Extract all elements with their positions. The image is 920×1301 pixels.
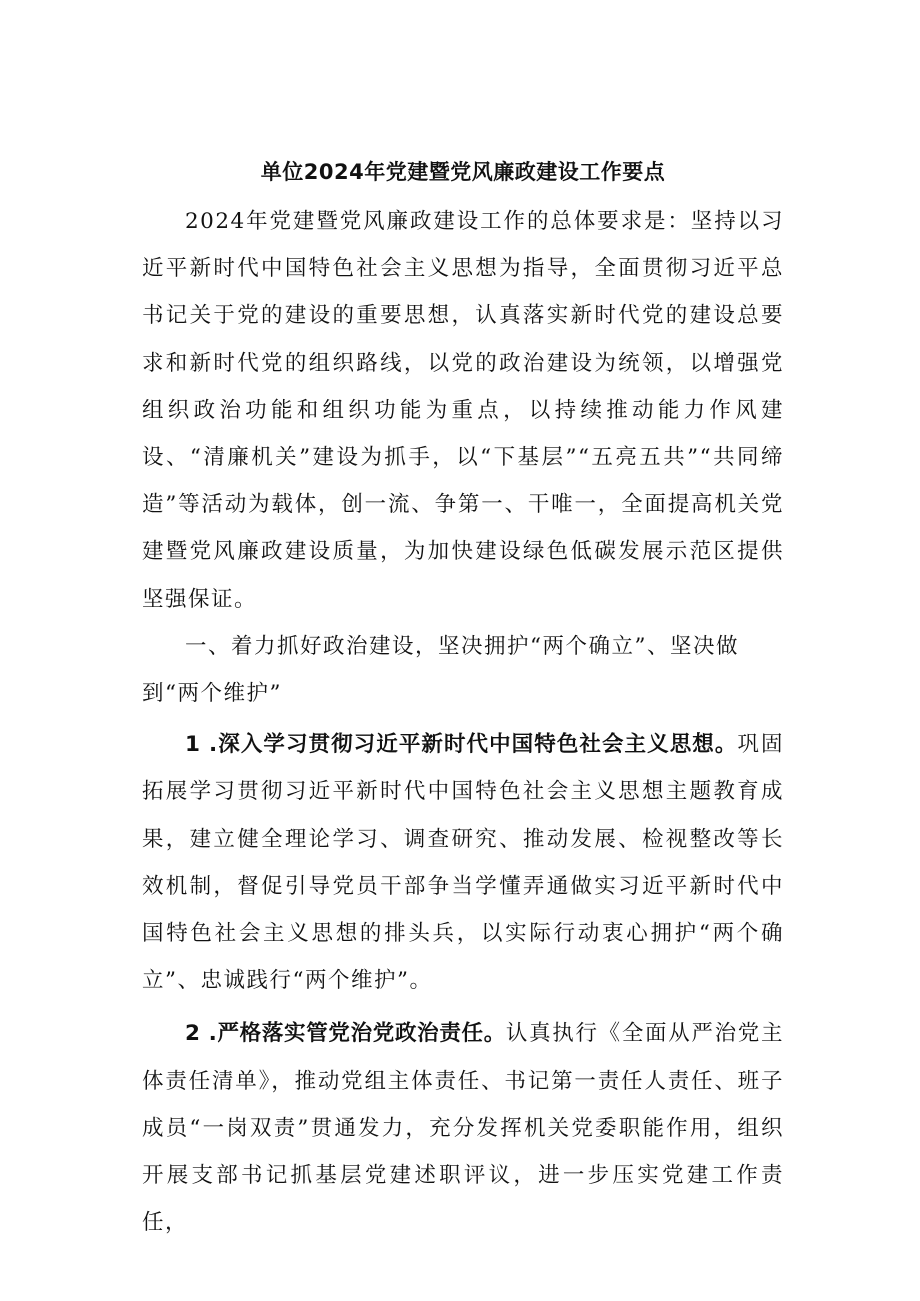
item-2-text: 认真执行《全面从严治党主体责任清单》，推动党组主体责任、书记第一责任人责任、班子成员“一岗双责”贯通发力，充分发挥机关党委职能作用，组织开展支部书记抓基层党建述职评议，进一步压实党建工作责任，	[142, 1021, 784, 1236]
item-2-paragraph	[142, 1010, 784, 1246]
document-page	[142, 152, 784, 1246]
item-1-paragraph	[142, 721, 784, 1004]
document-title: 单位2024年党建暨党风廉政建设工作要点	[260, 160, 666, 184]
item-1-lead: 1 .深入学习贯彻习近平新时代中国特色社会主义思想。	[185, 732, 738, 758]
intro-paragraph: 2024年党建暨党风廉政建设工作的总体要求是：坚持以习近平新时代中国特色社会主义思想为指导，全面贯彻习近平总书记关于党的建设的重要思想，认真落实新时代党的建设总要求和新时代党的组织路线，以党的政治建设为统领，以增强党组织政治功能和组织功能为重点，以持续推动能力作风建设、“清廉机关”建设为抓手，以“下基层”“五亮五共”“共同缔造”等活动为载体，创一流、争第一、干唯一，全面提高机关党建暨党风廉政建设质量，为加快建设绿色低碳发展示范区提供坚强保证。	[142, 209, 784, 612]
item-1-text: 巩固拓展学习贯彻习近平新时代中国特色社会主义思想主题教育成果，建立健全理论学习、调查研究、推动发展、检视整改等长效机制，督促引导党员干部争当学懂弄通做实习近平新时代中国特色社会主义思想的排头兵，以实际行动衷心拥护“两个确立”、忠诚践行“两个维护”。	[142, 732, 784, 994]
section-1-heading: 一、着力抓好政治建设，坚决拥护“两个确立”、坚决做到“两个维护”	[142, 633, 739, 707]
item-2-lead: 2 .严格落实管党治党政治责任。	[185, 1021, 506, 1047]
